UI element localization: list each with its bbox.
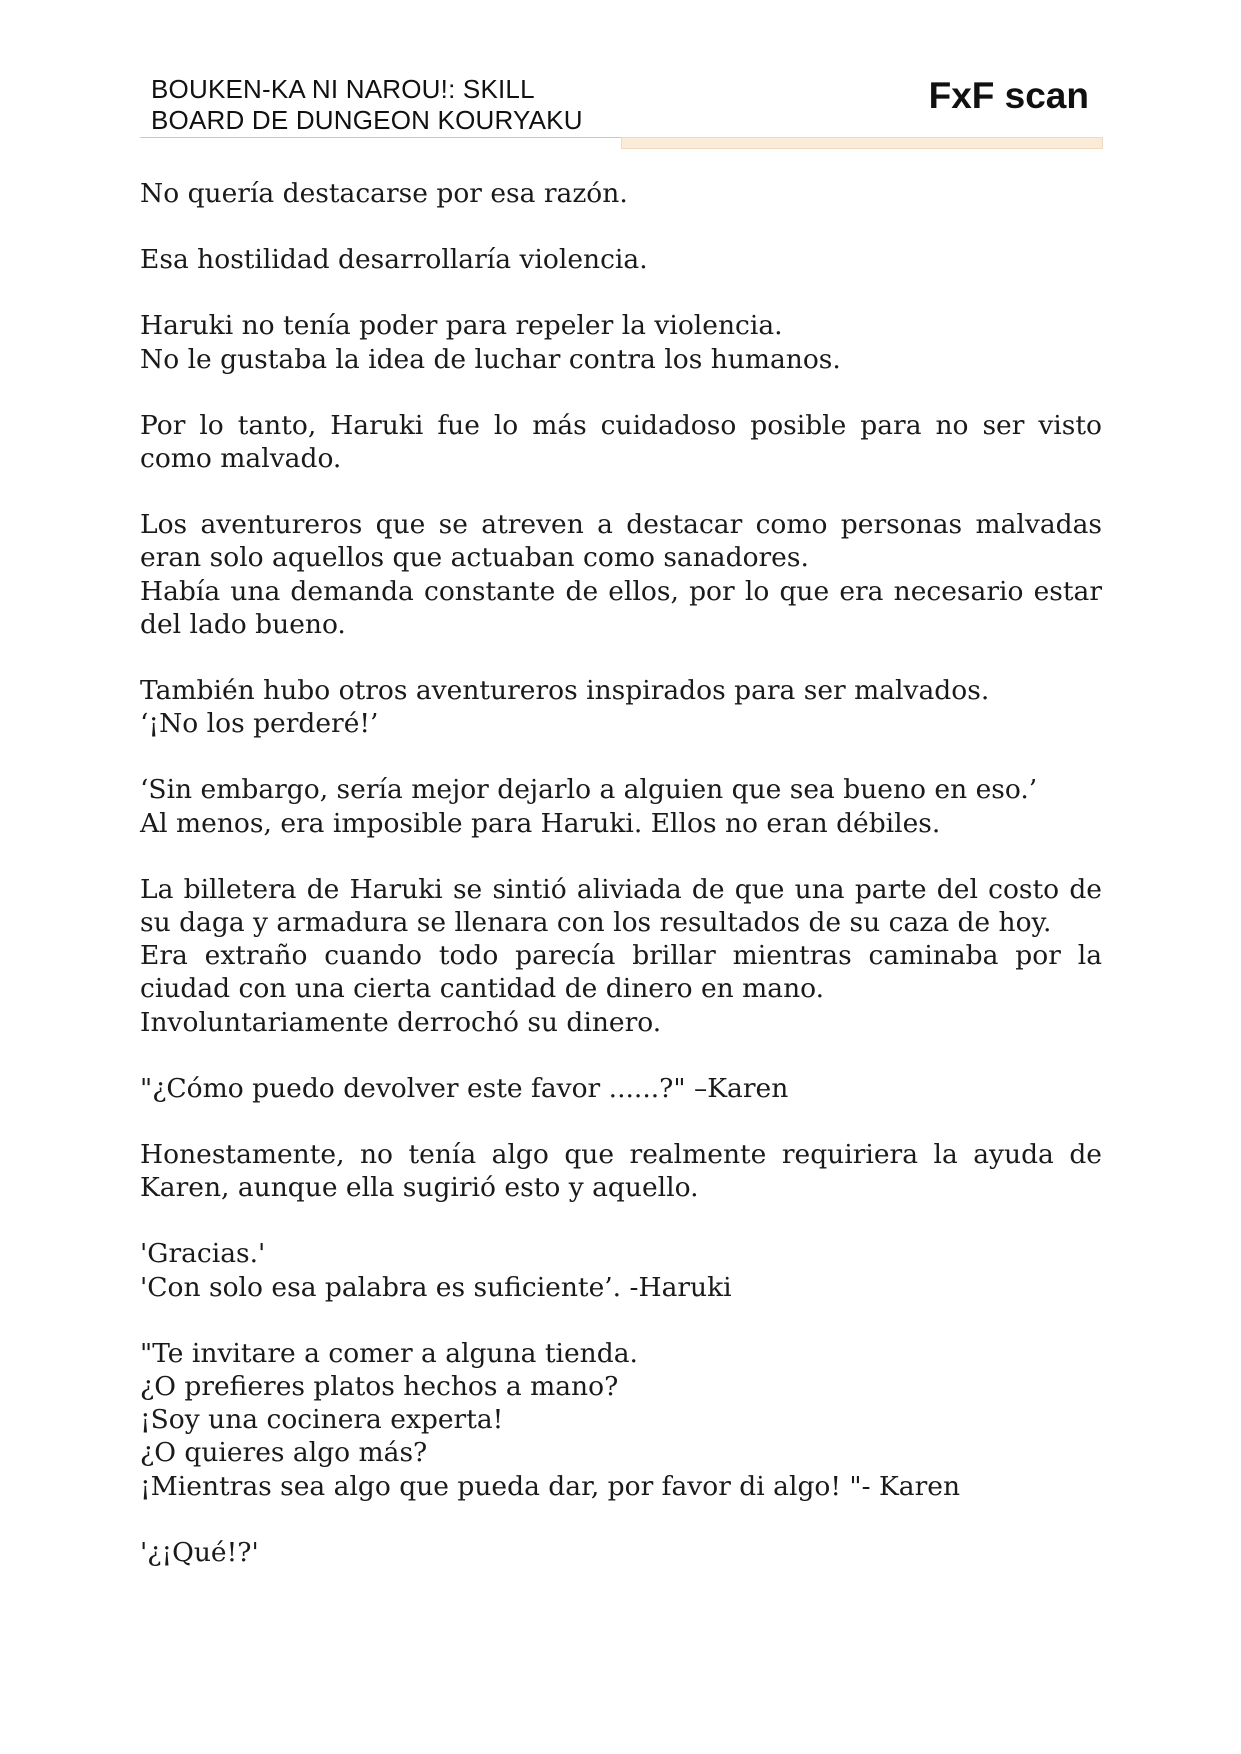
- text-line: 'Con solo esa palabra es suficiente’. -Haruki: [140, 1271, 732, 1303]
- series-title-line-1: BOUKEN-KA NI NAROU!: SKILL: [151, 74, 535, 104]
- page-header: [0, 0, 1241, 160]
- text-line: Al menos, era imposible para Haruki. Ellos no eran débiles.: [140, 807, 941, 839]
- paragraph-1: [140, 177, 1102, 210]
- paragraph-7: [140, 773, 1102, 839]
- text-line: "Te invitare a comer a alguna tienda.: [140, 1337, 638, 1369]
- paragraph-3: [140, 309, 1102, 375]
- text-line: "¿Cómo puedo devolver este favor ......?" –Karen: [140, 1072, 789, 1104]
- text-line: Era extraño cuando todo parecía brillar mientras caminaba por la ciudad con una cierta cantidad de dinero en mano.: [140, 940, 1102, 1005]
- paragraph-8: [140, 873, 1102, 1039]
- paragraph-6: [140, 674, 1102, 740]
- paragraph-9: [140, 1072, 1102, 1105]
- text-line: Por lo tanto, Haruki fue lo más cuidadoso posible para no ser visto como malvado.: [140, 409, 1102, 475]
- scan-group-brand: FxF scan: [928, 75, 1089, 116]
- text-line: ¡Mientras sea algo que pueda dar, por favor di algo! "- Karen: [140, 1470, 961, 1502]
- text-line: ¿O prefieres platos hechos a mano?: [140, 1371, 619, 1403]
- paragraph-4: [140, 409, 1102, 475]
- text-line: Había una demanda constante de ellos, por lo que era necesario estar del lado bueno.: [140, 575, 1102, 640]
- text-line: ¿O quieres algo más?: [140, 1437, 428, 1469]
- text-line: ‘Sin embargo, sería mejor dejarlo a alguien que sea bueno en eso.’: [140, 774, 1038, 806]
- text-line: Esa hostilidad desarrollaría violencia.: [140, 244, 648, 276]
- text-line: Los aventureros que se atreven a destacar como personas malvadas eran solo aquellos que actuaban como sanadores.: [140, 509, 1102, 574]
- chapter-body: [140, 177, 1102, 1602]
- paragraph-12: [140, 1337, 1102, 1503]
- paragraph-5: [140, 508, 1102, 641]
- text-line: También hubo otros aventureros inspirados para ser malvados.: [140, 675, 990, 707]
- text-line: ‘¡No los perderé!’: [140, 708, 379, 740]
- paragraph-13: [140, 1536, 1102, 1569]
- header-divider-line: [140, 137, 622, 138]
- paragraph-11: [140, 1237, 1102, 1303]
- text-line: La billetera de Haruki se sintió aliviada de que una parte del costo de su daga y armadura se llenara con los resultados de su caza de hoy.: [140, 873, 1102, 939]
- series-title-line-2: BOARD DE DUNGEON KOURYAKU: [151, 105, 583, 135]
- text-line: Honestamente, no tenía algo que realmente requiriera la ayuda de Karen, aunque ella sugirió esto y aquello.: [140, 1139, 1102, 1204]
- paragraph-2: [140, 243, 1102, 276]
- text-line: No le gustaba la idea de luchar contra los humanos.: [140, 343, 841, 375]
- series-title: [151, 74, 631, 136]
- paragraph-10: [140, 1138, 1102, 1204]
- header-accent-bar: [621, 137, 1103, 149]
- text-line: ¡Soy una cocinera experta!: [140, 1404, 504, 1436]
- text-line: 'Gracias.': [140, 1238, 266, 1270]
- text-line: Haruki no tenía poder para repeler la violencia.: [140, 310, 783, 342]
- text-line: No quería destacarse por esa razón.: [140, 178, 628, 209]
- text-line: Involuntariamente derrochó su dinero.: [140, 1006, 662, 1038]
- text-line: '¿¡Qué!?': [140, 1536, 259, 1568]
